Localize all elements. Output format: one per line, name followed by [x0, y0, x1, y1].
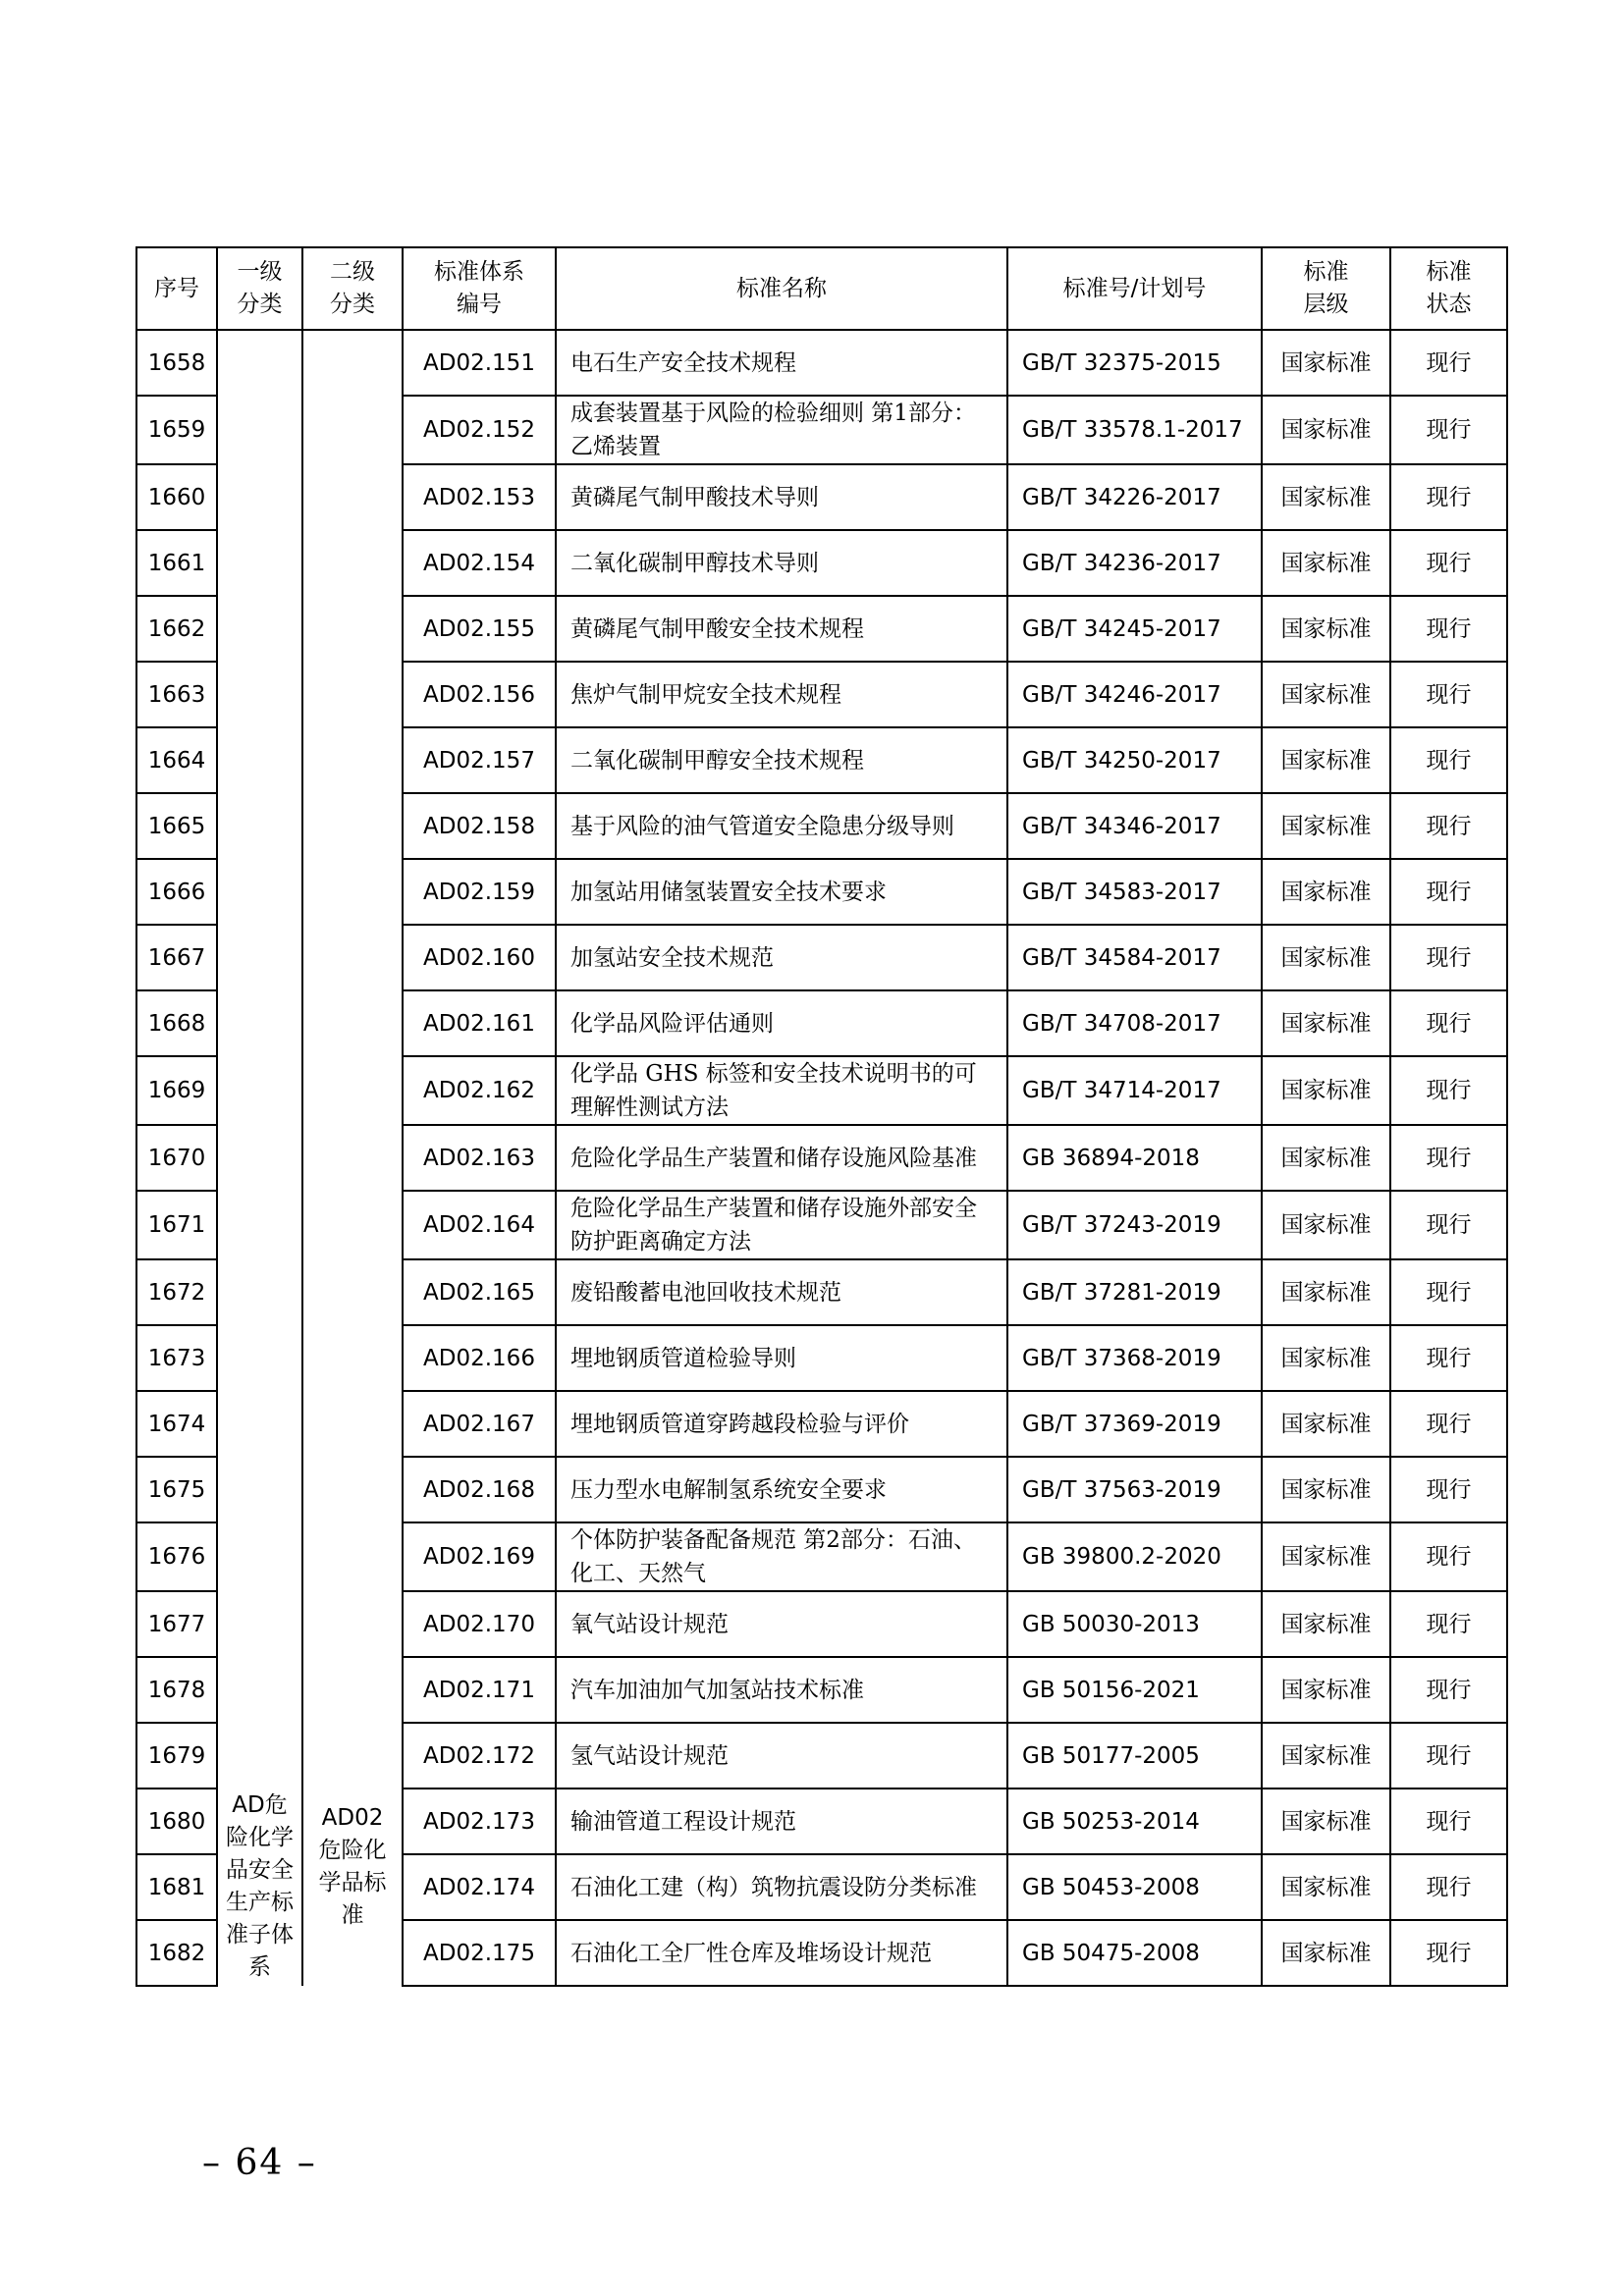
standards-table — [135, 246, 1508, 1987]
row-system-code: AD02.161 — [403, 990, 556, 1056]
row-standard-number: GB/T 34226-2017 — [1007, 464, 1262, 530]
header-sys-code — [403, 247, 556, 330]
row-standard-name: 石油化工全厂性仓库及堆场设计规范 — [556, 1920, 1007, 1986]
row-seq: 1672 — [136, 1259, 217, 1325]
row-standard-name: 焦炉气制甲烷安全技术规程 — [556, 662, 1007, 727]
row-system-code: AD02.164 — [403, 1191, 556, 1259]
row-standard-number: GB/T 37563-2019 — [1007, 1457, 1262, 1522]
row-standard-name: 黄磷尾气制甲酸安全技术规程 — [556, 596, 1007, 662]
row-seq: 1666 — [136, 859, 217, 925]
row-standard-name: 氢气站设计规范 — [556, 1723, 1007, 1789]
row-system-code: AD02.162 — [403, 1056, 556, 1125]
row-standard-name: 氧气站设计规范 — [556, 1591, 1007, 1657]
row-system-code: AD02.168 — [403, 1457, 556, 1522]
row-standard-name: 废铅酸蓄电池回收技术规范 — [556, 1259, 1007, 1325]
row-seq: 1669 — [136, 1056, 217, 1125]
row-seq: 1673 — [136, 1325, 217, 1391]
row-status: 现行 — [1390, 330, 1507, 396]
category-2-wrap — [303, 331, 402, 1986]
row-system-code: AD02.166 — [403, 1325, 556, 1391]
row-standard-number: GB/T 37243-2019 — [1007, 1191, 1262, 1259]
row-status: 现行 — [1390, 1657, 1507, 1723]
row-status: 现行 — [1390, 859, 1507, 925]
row-level: 国家标准 — [1262, 727, 1390, 793]
row-status: 现行 — [1390, 464, 1507, 530]
row-system-code: AD02.167 — [403, 1391, 556, 1457]
row-standard-number: GB/T 33578.1-2017 — [1007, 396, 1262, 464]
row-standard-name: 加氢站用储氢装置安全技术要求 — [556, 859, 1007, 925]
row-system-code: AD02.160 — [403, 925, 556, 990]
row-seq: 1675 — [136, 1457, 217, 1522]
row-standard-number: GB/T 34236-2017 — [1007, 530, 1262, 596]
row-standard-name: 输油管道工程设计规范 — [556, 1789, 1007, 1854]
row-standard-number: GB/T 37281-2019 — [1007, 1259, 1262, 1325]
row-seq: 1658 — [136, 330, 217, 396]
header-seq: 序号 — [136, 247, 217, 330]
row-standard-name: 埋地钢质管道穿跨越段检验与评价 — [556, 1391, 1007, 1457]
row-standard-name: 个体防护装备配备规范 第2部分：石油、化工、天然气 — [556, 1522, 1007, 1591]
cell-category-2 — [302, 330, 403, 1986]
header-level-text: 标准层级 — [1303, 259, 1349, 317]
row-status: 现行 — [1390, 1325, 1507, 1391]
row-status: 现行 — [1390, 396, 1507, 464]
row-level: 国家标准 — [1262, 1125, 1390, 1191]
row-status: 现行 — [1390, 1056, 1507, 1125]
row-status: 现行 — [1390, 1591, 1507, 1657]
row-system-code: AD02.159 — [403, 859, 556, 925]
row-standard-number: GB/T 34708-2017 — [1007, 990, 1262, 1056]
row-standard-number: GB/T 34250-2017 — [1007, 727, 1262, 793]
row-system-code: AD02.173 — [403, 1789, 556, 1854]
row-level: 国家标准 — [1262, 596, 1390, 662]
row-standard-number: GB 50156-2021 — [1007, 1657, 1262, 1723]
row-level: 国家标准 — [1262, 793, 1390, 859]
row-system-code: AD02.169 — [403, 1522, 556, 1591]
row-seq: 1659 — [136, 396, 217, 464]
row-standard-name: 基于风险的油气管道安全隐患分级导则 — [556, 793, 1007, 859]
row-seq: 1668 — [136, 990, 217, 1056]
row-status: 现行 — [1390, 596, 1507, 662]
row-seq: 1662 — [136, 596, 217, 662]
row-seq: 1681 — [136, 1854, 217, 1920]
row-standard-number: GB 50030-2013 — [1007, 1591, 1262, 1657]
row-system-code: AD02.174 — [403, 1854, 556, 1920]
row-status: 现行 — [1390, 1391, 1507, 1457]
row-standard-number: GB 36894-2018 — [1007, 1125, 1262, 1191]
row-seq: 1682 — [136, 1920, 217, 1986]
row-seq: 1671 — [136, 1191, 217, 1259]
row-level: 国家标准 — [1262, 1457, 1390, 1522]
row-status: 现行 — [1390, 1723, 1507, 1789]
row-standard-name: 汽车加油加气加氢站技术标准 — [556, 1657, 1007, 1723]
row-seq: 1674 — [136, 1391, 217, 1457]
row-standard-name: 二氧化碳制甲醇安全技术规程 — [556, 727, 1007, 793]
row-level: 国家标准 — [1262, 990, 1390, 1056]
category-2-text: AD02危险化学品标准 — [318, 1805, 387, 1928]
row-system-code: AD02.155 — [403, 596, 556, 662]
row-standard-number: GB/T 32375-2015 — [1007, 330, 1262, 396]
row-seq: 1665 — [136, 793, 217, 859]
row-status: 现行 — [1390, 925, 1507, 990]
row-seq: 1680 — [136, 1789, 217, 1854]
row-system-code: AD02.153 — [403, 464, 556, 530]
row-standard-name: 黄磷尾气制甲酸技术导则 — [556, 464, 1007, 530]
row-system-code: AD02.170 — [403, 1591, 556, 1657]
row-level: 国家标准 — [1262, 1591, 1390, 1657]
row-standard-number: GB/T 34583-2017 — [1007, 859, 1262, 925]
row-standard-number: GB 50177-2005 — [1007, 1723, 1262, 1789]
row-seq: 1677 — [136, 1591, 217, 1657]
row-standard-name: 压力型水电解制氢系统安全要求 — [556, 1457, 1007, 1522]
row-level: 国家标准 — [1262, 1325, 1390, 1391]
row-seq: 1670 — [136, 1125, 217, 1191]
row-seq: 1679 — [136, 1723, 217, 1789]
row-status: 现行 — [1390, 1125, 1507, 1191]
row-status: 现行 — [1390, 793, 1507, 859]
row-level: 国家标准 — [1262, 1723, 1390, 1789]
header-number: 标准号/计划号 — [1007, 247, 1262, 330]
row-level: 国家标准 — [1262, 1789, 1390, 1854]
header-status-text: 标准状态 — [1426, 259, 1472, 317]
row-level: 国家标准 — [1262, 859, 1390, 925]
page-number: – 64 – — [202, 2143, 317, 2183]
header-row — [136, 247, 1507, 330]
row-system-code: AD02.172 — [403, 1723, 556, 1789]
row-status: 现行 — [1390, 990, 1507, 1056]
row-level: 国家标准 — [1262, 1657, 1390, 1723]
row-status: 现行 — [1390, 1191, 1507, 1259]
row-seq: 1676 — [136, 1522, 217, 1591]
row-status: 现行 — [1390, 1457, 1507, 1522]
row-standard-number: GB/T 37368-2019 — [1007, 1325, 1262, 1391]
row-level: 国家标准 — [1262, 1391, 1390, 1457]
row-level: 国家标准 — [1262, 530, 1390, 596]
row-level: 国家标准 — [1262, 1522, 1390, 1591]
row-seq: 1660 — [136, 464, 217, 530]
row-status: 现行 — [1390, 1920, 1507, 1986]
row-level: 国家标准 — [1262, 464, 1390, 530]
category-1-wrap — [218, 331, 301, 1986]
row-level: 国家标准 — [1262, 1854, 1390, 1920]
header-status — [1390, 247, 1507, 330]
row-level: 国家标准 — [1262, 1056, 1390, 1125]
row-system-code: AD02.175 — [403, 1920, 556, 1986]
header-cat2 — [302, 247, 403, 330]
row-standard-number: GB 50475-2008 — [1007, 1920, 1262, 1986]
row-seq: 1664 — [136, 727, 217, 793]
row-standard-name: 二氧化碳制甲醇技术导则 — [556, 530, 1007, 596]
header-cat1 — [217, 247, 302, 330]
row-system-code: AD02.163 — [403, 1125, 556, 1191]
row-system-code: AD02.165 — [403, 1259, 556, 1325]
table-header — [136, 247, 1507, 330]
row-seq: 1663 — [136, 662, 217, 727]
row-seq: 1667 — [136, 925, 217, 990]
row-system-code: AD02.157 — [403, 727, 556, 793]
row-standard-name: 成套装置基于风险的检验细则 第1部分：乙烯装置 — [556, 396, 1007, 464]
row-standard-number: GB 50253-2014 — [1007, 1789, 1262, 1854]
row-status: 现行 — [1390, 1789, 1507, 1854]
row-standard-number: GB/T 37369-2019 — [1007, 1391, 1262, 1457]
header-sys-code-text: 标准体系编号 — [434, 259, 524, 317]
row-status: 现行 — [1390, 1522, 1507, 1591]
row-standard-name: 石油化工建（构）筑物抗震设防分类标准 — [556, 1854, 1007, 1920]
row-standard-number: GB/T 34714-2017 — [1007, 1056, 1262, 1125]
row-standard-name: 化学品 GHS 标签和安全技术说明书的可理解性测试方法 — [556, 1056, 1007, 1125]
row-standard-number: GB/T 34584-2017 — [1007, 925, 1262, 990]
header-cat2-text: 二级分类 — [330, 259, 375, 317]
row-system-code: AD02.156 — [403, 662, 556, 727]
row-status: 现行 — [1390, 1854, 1507, 1920]
header-level — [1262, 247, 1390, 330]
row-seq: 1661 — [136, 530, 217, 596]
row-level: 国家标准 — [1262, 925, 1390, 990]
header-name: 标准名称 — [556, 247, 1007, 330]
row-system-code: AD02.158 — [403, 793, 556, 859]
row-status: 现行 — [1390, 1259, 1507, 1325]
row-system-code: AD02.152 — [403, 396, 556, 464]
table-body — [136, 330, 1507, 1986]
cell-category-1 — [217, 330, 302, 1986]
row-standard-number: GB/T 34346-2017 — [1007, 793, 1262, 859]
table-row — [136, 330, 1507, 396]
row-system-code: AD02.154 — [403, 530, 556, 596]
row-level: 国家标准 — [1262, 330, 1390, 396]
row-standard-name: 电石生产安全技术规程 — [556, 330, 1007, 396]
row-standard-number: GB 50453-2008 — [1007, 1854, 1262, 1920]
row-seq: 1678 — [136, 1657, 217, 1723]
row-level: 国家标准 — [1262, 396, 1390, 464]
row-standard-number: GB/T 34245-2017 — [1007, 596, 1262, 662]
row-level: 国家标准 — [1262, 1920, 1390, 1986]
row-status: 现行 — [1390, 530, 1507, 596]
row-standard-name: 化学品风险评估通则 — [556, 990, 1007, 1056]
row-level: 国家标准 — [1262, 662, 1390, 727]
row-system-code: AD02.151 — [403, 330, 556, 396]
row-standard-name: 危险化学品生产装置和储存设施风险基准 — [556, 1125, 1007, 1191]
row-standard-number: GB/T 34246-2017 — [1007, 662, 1262, 727]
header-cat1-text: 一级分类 — [237, 259, 283, 317]
row-status: 现行 — [1390, 662, 1507, 727]
row-standard-name: 危险化学品生产装置和储存设施外部安全防护距离确定方法 — [556, 1191, 1007, 1259]
row-level: 国家标准 — [1262, 1191, 1390, 1259]
row-system-code: AD02.171 — [403, 1657, 556, 1723]
row-status: 现行 — [1390, 727, 1507, 793]
row-standard-name: 加氢站安全技术规范 — [556, 925, 1007, 990]
row-standard-number: GB 39800.2-2020 — [1007, 1522, 1262, 1591]
row-level: 国家标准 — [1262, 1259, 1390, 1325]
category-1-text: AD危险化学品安全生产标准子体系 — [226, 1792, 294, 1980]
row-standard-name: 埋地钢质管道检验导则 — [556, 1325, 1007, 1391]
